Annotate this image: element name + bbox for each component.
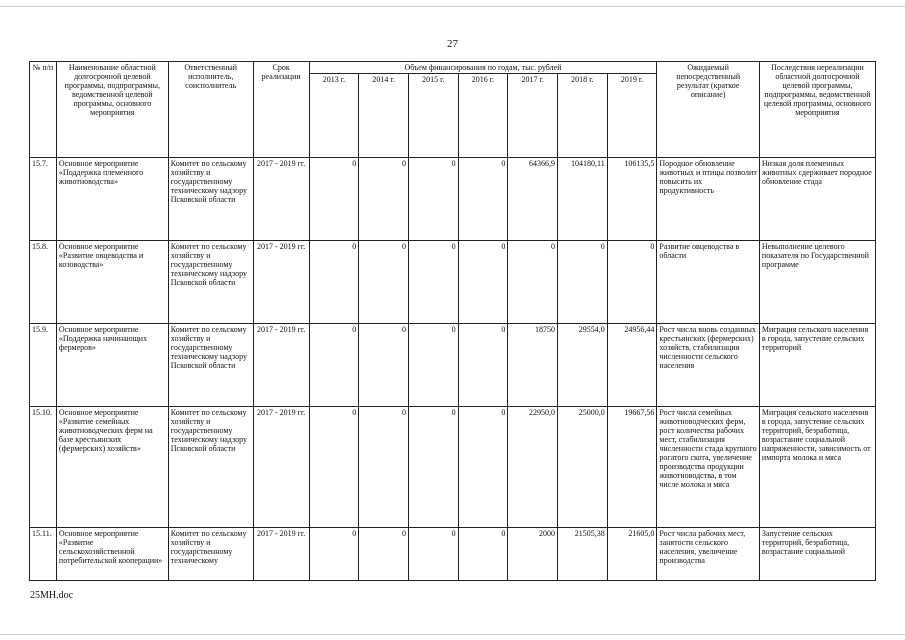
row-value: 0 [408, 158, 458, 241]
program-table [29, 61, 876, 581]
header-result: Ожидаемый непосредственный результат (краткое описание) [657, 62, 760, 158]
row-value: 0 [309, 241, 359, 324]
row-consequences: Низкая доля племенных животных сдерживает породное обновление стада [759, 158, 875, 241]
row-responsible: Комитет по сельскому хозяйству и государственному техническому надзору Псковской области [168, 324, 253, 407]
row-value: 0 [408, 528, 458, 581]
table-row [30, 407, 876, 528]
row-value: 0 [458, 407, 508, 528]
row-name: Основное мероприятие «Поддержка племенного животноводства» [56, 158, 168, 241]
row-value: 0 [309, 407, 359, 528]
header-name: Наименование областной долгосрочной целевой программы, подпрограммы, ведомственной целевой программы, основного мероприятия [56, 62, 168, 158]
row-responsible: Комитет по сельскому хозяйству и государственному техническому надзору Псковской области [168, 158, 253, 241]
row-name: Основное мероприятие «Развитие семейных животноводческих ферм на базе крестьянских (фермерских) хозяйств» [56, 407, 168, 528]
row-term: 2017 - 2019 гг. [253, 407, 309, 528]
row-value: 21505,38 [558, 528, 608, 581]
scan-artifact-bottom [0, 634, 905, 635]
row-name: Основное мероприятие «Развитие сельскохозяйственной потребительской кооперации» [56, 528, 168, 581]
row-responsible: Комитет по сельскому хозяйству и государственному техническому надзору Псковской области [168, 241, 253, 324]
row-value: 0 [458, 528, 508, 581]
header-term: Срок реализации [253, 62, 309, 158]
header-year: 2019 г. [607, 74, 657, 158]
row-value: 0 [359, 407, 409, 528]
row-consequences: Миграция сельского населения в города, запустение сельских территорий [759, 324, 875, 407]
row-result: Рост числа семейных животноводческих ферм, рост количества рабочих мест, стабилизация численности стада крупного рогатого скота, увеличение производства продукции животноводства, в том числе молока и мяса [657, 407, 760, 528]
row-value: 24956,44 [607, 324, 657, 407]
row-value: 0 [558, 241, 608, 324]
table-row [30, 324, 876, 407]
row-value: 29554,0 [558, 324, 608, 407]
row-value: 21605,0 [607, 528, 657, 581]
row-result: Рост числа вновь созданных крестьянских (фермерских) хозяйств, стабилизация численности сельского населения [657, 324, 760, 407]
row-name: Основное мероприятие «Поддержка начинающих фермеров» [56, 324, 168, 407]
row-no: 15.10. [30, 407, 57, 528]
row-value: 0 [309, 324, 359, 407]
table-row [30, 241, 876, 324]
row-no: 15.11. [30, 528, 57, 581]
row-no: 15.8. [30, 241, 57, 324]
header-year: 2014 г. [359, 74, 409, 158]
header-year: 2013 г. [309, 74, 359, 158]
row-result: Породное обновление животных и птицы позволит повысить их продуктивность [657, 158, 760, 241]
header-year: 2015 г. [408, 74, 458, 158]
table-row [30, 158, 876, 241]
row-value: 64366,9 [508, 158, 558, 241]
row-value: 0 [458, 241, 508, 324]
header-year: 2018 г. [558, 74, 608, 158]
row-responsible: Комитет по сельскому хозяйству и государственному техническому [168, 528, 253, 581]
row-value: 0 [458, 324, 508, 407]
row-consequences: Запустение сельских территорий, безработица, возрастание социальной [759, 528, 875, 581]
row-value: 22950,0 [508, 407, 558, 528]
row-value: 0 [607, 241, 657, 324]
row-value: 0 [359, 158, 409, 241]
row-value: 0 [359, 528, 409, 581]
row-consequences: Невыполнение целевого показателя по Государственной программе [759, 241, 875, 324]
row-value: 25000,0 [558, 407, 608, 528]
row-consequences: Миграция сельского населения в города, запустение сельских территорий, безработица, возрастание социальной напряженности, зависимость от импорта молока и мяса [759, 407, 875, 528]
row-value: 0 [309, 528, 359, 581]
row-no: 15.9. [30, 324, 57, 407]
row-value: 0 [359, 241, 409, 324]
row-value: 0 [408, 324, 458, 407]
row-name: Основное мероприятие «Развитие овцеводства и козоводства» [56, 241, 168, 324]
row-result: Рост числа рабочих мест, занятости сельского населения, увеличение производства [657, 528, 760, 581]
row-value: 0 [359, 324, 409, 407]
row-term: 2017 - 2019 гг. [253, 158, 309, 241]
row-value: 0 [408, 407, 458, 528]
row-term: 2017 - 2019 гг. [253, 324, 309, 407]
row-value: 104180,11 [558, 158, 608, 241]
row-term: 2017 - 2019 гг. [253, 528, 309, 581]
row-value: 2000 [508, 528, 558, 581]
header-year: 2017 г. [508, 74, 558, 158]
row-value: 0 [458, 158, 508, 241]
row-value: 18750 [508, 324, 558, 407]
header-no: № п/п [30, 62, 57, 158]
table-row [30, 528, 876, 581]
header-funding: Объем финансирования по годам, тыс. рублей [309, 62, 657, 74]
row-responsible: Комитет по сельскому хозяйству и государственному техническому надзору Псковской области [168, 407, 253, 528]
document-footer: 25MH.doc [30, 590, 74, 601]
row-value: 19667,56 [607, 407, 657, 528]
row-term: 2017 - 2019 гг. [253, 241, 309, 324]
row-no: 15.7. [30, 158, 57, 241]
row-result: Развитие овцеводства в области [657, 241, 760, 324]
header-consequences: Последствия нереализации областной долгосрочной целевой программы, подпрограммы, ведомственной целевой программы, основного мероприятия [759, 62, 875, 158]
page-number: 27 [447, 38, 458, 50]
row-value: 0 [508, 241, 558, 324]
header-year: 2016 г. [458, 74, 508, 158]
row-value: 106135,5 [607, 158, 657, 241]
row-value: 0 [309, 158, 359, 241]
row-value: 0 [408, 241, 458, 324]
header-responsible: Ответственный исполнитель, соисполнитель [168, 62, 253, 158]
scan-artifact-top [0, 6, 905, 7]
